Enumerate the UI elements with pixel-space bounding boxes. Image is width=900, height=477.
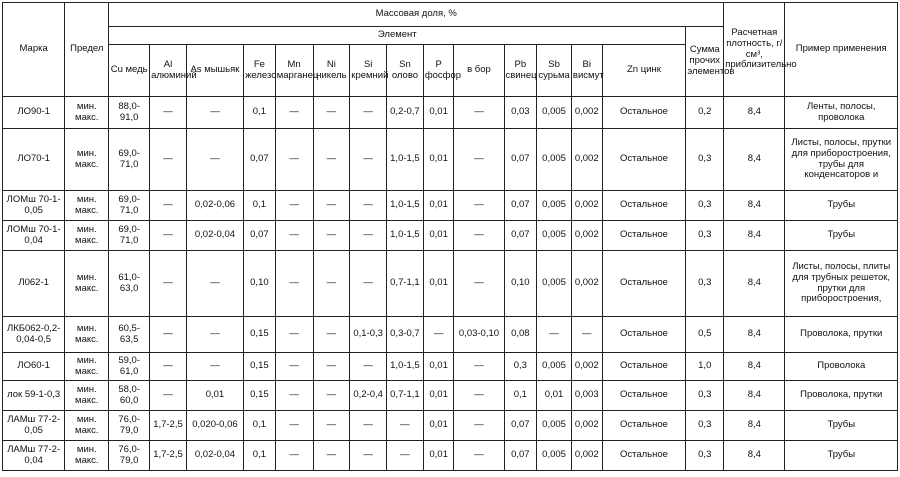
cell-sb: 0,005 xyxy=(537,353,572,381)
cell-ni: — xyxy=(313,97,350,129)
cell-sn: 0,3-0,7 xyxy=(387,317,424,353)
cell-limit: мин. макс. xyxy=(65,221,109,251)
cell-mn: — xyxy=(275,129,313,191)
header-element-cell: Bi висмут xyxy=(571,45,602,97)
cell-p: 0,01 xyxy=(423,251,454,317)
cell-mn: — xyxy=(275,381,313,411)
cell-si: — xyxy=(350,353,387,381)
cell-bi: 0,002 xyxy=(571,97,602,129)
cell-sn: — xyxy=(387,411,424,441)
cell-al: — xyxy=(150,191,187,221)
cell-si: — xyxy=(350,411,387,441)
cell-usage: Листы, полосы, прутки для приборостроения, трубы для конденсаторов и xyxy=(785,129,898,191)
cell-bi: — xyxy=(571,317,602,353)
cell-limit: мин. макс. xyxy=(65,129,109,191)
header-usage: Пример применения xyxy=(785,3,898,97)
cell-zn: Остальное xyxy=(602,411,686,441)
cell-sb: 0,01 xyxy=(537,381,572,411)
cell-ni: — xyxy=(313,191,350,221)
cell-p: 0,01 xyxy=(423,411,454,441)
header-element-cell: Ni никель xyxy=(313,45,350,97)
header-density: Расчетная плотность, г/см³, приблизительно xyxy=(724,3,785,97)
cell-usage: Проволока, прутки xyxy=(785,381,898,411)
cell-si: 0,2-0,4 xyxy=(350,381,387,411)
cell-si: 0,1-0,3 xyxy=(350,317,387,353)
cell-density: 8,4 xyxy=(724,353,785,381)
cell-b: — xyxy=(454,381,504,411)
cell-as: 0,01 xyxy=(186,381,243,411)
cell-p: 0,01 xyxy=(423,129,454,191)
cell-grade: ЛАМш 77-2-0,05 xyxy=(3,411,65,441)
cell-p: — xyxy=(423,317,454,353)
cell-pb: 0,07 xyxy=(504,129,537,191)
cell-as: 0,02-0,04 xyxy=(186,441,243,471)
cell-as: 0,020-0,06 xyxy=(186,411,243,441)
cell-cu: 76,0-79,0 xyxy=(109,441,150,471)
header-element-cell: Sn олово xyxy=(387,45,424,97)
cell-sb: 0,005 xyxy=(537,129,572,191)
header-element-cell: в бор xyxy=(454,45,504,97)
cell-pb: 0,10 xyxy=(504,251,537,317)
cell-sum: 0,3 xyxy=(686,221,724,251)
cell-si: — xyxy=(350,441,387,471)
cell-sn: 0,7-1,1 xyxy=(387,381,424,411)
header-sum-other: Сумма прочих элементов xyxy=(686,27,724,97)
cell-sum: 0,3 xyxy=(686,441,724,471)
cell-ni: — xyxy=(313,129,350,191)
cell-sum: 0,3 xyxy=(686,381,724,411)
cell-limit: мин. макс. xyxy=(65,441,109,471)
cell-b: — xyxy=(454,353,504,381)
cell-si: — xyxy=(350,97,387,129)
cell-fe: 0,07 xyxy=(244,129,276,191)
cell-limit: мин. макс. xyxy=(65,381,109,411)
cell-as: 0,02-0,04 xyxy=(186,221,243,251)
cell-usage: Трубы xyxy=(785,411,898,441)
cell-p: 0,01 xyxy=(423,441,454,471)
cell-sn: 1,0-1,5 xyxy=(387,353,424,381)
cell-pb: 0,07 xyxy=(504,441,537,471)
cell-mn: — xyxy=(275,441,313,471)
table-row xyxy=(3,251,898,317)
cell-al: — xyxy=(150,381,187,411)
cell-zn: Остальное xyxy=(602,191,686,221)
cell-fe: 0,10 xyxy=(244,251,276,317)
cell-cu: 60,5-63,5 xyxy=(109,317,150,353)
cell-zn: Остальное xyxy=(602,129,686,191)
cell-p: 0,01 xyxy=(423,221,454,251)
cell-pb: 0,3 xyxy=(504,353,537,381)
cell-fe: 0,1 xyxy=(244,191,276,221)
cell-sum: 0,3 xyxy=(686,191,724,221)
cell-sn: 1,0-1,5 xyxy=(387,129,424,191)
cell-zn: Остальное xyxy=(602,221,686,251)
cell-mn: — xyxy=(275,251,313,317)
cell-grade: ЛО90-1 xyxy=(3,97,65,129)
cell-bi: 0,002 xyxy=(571,221,602,251)
table-row xyxy=(3,129,898,191)
cell-sb: 0,005 xyxy=(537,97,572,129)
cell-ni: — xyxy=(313,221,350,251)
cell-zn: Остальное xyxy=(602,381,686,411)
cell-cu: 76,0-79,0 xyxy=(109,411,150,441)
cell-mn: — xyxy=(275,353,313,381)
cell-as: 0,02-0,06 xyxy=(186,191,243,221)
cell-si: — xyxy=(350,221,387,251)
cell-fe: 0,15 xyxy=(244,317,276,353)
cell-sn: 0,7-1,1 xyxy=(387,251,424,317)
header-element: Элемент xyxy=(109,27,686,45)
cell-al: 1,7-2,5 xyxy=(150,441,187,471)
cell-ni: — xyxy=(313,441,350,471)
header-element-cell: Pb свинец xyxy=(504,45,537,97)
header-element-cell: Fe железо xyxy=(244,45,276,97)
cell-limit: мин. макс. xyxy=(65,97,109,129)
cell-sum: 1,0 xyxy=(686,353,724,381)
cell-al: — xyxy=(150,317,187,353)
cell-density: 8,4 xyxy=(724,381,785,411)
cell-usage: Трубы xyxy=(785,441,898,471)
header-grade: Марка xyxy=(3,3,65,97)
cell-al: — xyxy=(150,251,187,317)
cell-cu: 88,0-91,0 xyxy=(109,97,150,129)
cell-fe: 0,07 xyxy=(244,221,276,251)
cell-cu: 69,0-71,0 xyxy=(109,129,150,191)
cell-density: 8,4 xyxy=(724,97,785,129)
cell-bi: 0,002 xyxy=(571,129,602,191)
header-element-cell: Al алюминий xyxy=(150,45,187,97)
cell-usage: Проволока xyxy=(785,353,898,381)
cell-fe: 0,1 xyxy=(244,411,276,441)
cell-sum: 0,3 xyxy=(686,129,724,191)
cell-mn: — xyxy=(275,221,313,251)
cell-p: 0,01 xyxy=(423,97,454,129)
cell-density: 8,4 xyxy=(724,191,785,221)
cell-cu: 69,0-71,0 xyxy=(109,221,150,251)
cell-usage: Листы, полосы, плиты для трубных решеток, прутки для приборостроения, xyxy=(785,251,898,317)
cell-usage: Ленты, полосы, проволока xyxy=(785,97,898,129)
cell-grade: Л062-1 xyxy=(3,251,65,317)
cell-bi: 0,002 xyxy=(571,251,602,317)
cell-limit: мин. макс. xyxy=(65,317,109,353)
cell-grade: ЛОМш 70-1-0,05 xyxy=(3,191,65,221)
cell-sb: 0,005 xyxy=(537,251,572,317)
cell-usage: Трубы xyxy=(785,221,898,251)
cell-grade: ЛОМш 70-1-0,04 xyxy=(3,221,65,251)
cell-cu: 69,0-71,0 xyxy=(109,191,150,221)
cell-ni: — xyxy=(313,411,350,441)
cell-sum: 0,5 xyxy=(686,317,724,353)
alloy-composition-table xyxy=(2,2,898,471)
cell-grade: лок 59-1-0,3 xyxy=(3,381,65,411)
cell-pb: 0,08 xyxy=(504,317,537,353)
cell-grade: ЛКБ062-0,2-0,04-0,5 xyxy=(3,317,65,353)
cell-zn: Остальное xyxy=(602,441,686,471)
cell-b: — xyxy=(454,97,504,129)
cell-ni: — xyxy=(313,381,350,411)
cell-density: 8,4 xyxy=(724,317,785,353)
cell-as: — xyxy=(186,353,243,381)
cell-ni: — xyxy=(313,317,350,353)
cell-limit: мин. макс. xyxy=(65,251,109,317)
cell-as: — xyxy=(186,97,243,129)
cell-al: 1,7-2,5 xyxy=(150,411,187,441)
cell-p: 0,01 xyxy=(423,381,454,411)
cell-cu: 58,0-60,0 xyxy=(109,381,150,411)
cell-as: — xyxy=(186,317,243,353)
cell-pb: 0,1 xyxy=(504,381,537,411)
cell-ni: — xyxy=(313,353,350,381)
cell-fe: 0,1 xyxy=(244,97,276,129)
cell-density: 8,4 xyxy=(724,251,785,317)
cell-bi: 0,002 xyxy=(571,191,602,221)
cell-al: — xyxy=(150,129,187,191)
cell-bi: 0,002 xyxy=(571,441,602,471)
header-element-cell: As мышьяк xyxy=(186,45,243,97)
cell-b: — xyxy=(454,129,504,191)
cell-mn: — xyxy=(275,411,313,441)
cell-fe: 0,15 xyxy=(244,353,276,381)
header-element-cell: Sb сурьма xyxy=(537,45,572,97)
cell-zn: Остальное xyxy=(602,353,686,381)
table-row xyxy=(3,97,898,129)
cell-sb: — xyxy=(537,317,572,353)
cell-cu: 61,0-63,0 xyxy=(109,251,150,317)
cell-b: — xyxy=(454,441,504,471)
cell-p: 0,01 xyxy=(423,353,454,381)
cell-sum: 0,3 xyxy=(686,411,724,441)
table-row xyxy=(3,221,898,251)
cell-sb: 0,005 xyxy=(537,411,572,441)
cell-sn: — xyxy=(387,441,424,471)
cell-sn: 1,0-1,5 xyxy=(387,191,424,221)
header-element-cell: Cu медь xyxy=(109,45,150,97)
cell-ni: — xyxy=(313,251,350,317)
cell-limit: мин. макс. xyxy=(65,411,109,441)
cell-al: — xyxy=(150,97,187,129)
cell-limit: мин. макс. xyxy=(65,353,109,381)
cell-grade: ЛО70-1 xyxy=(3,129,65,191)
cell-sb: 0,005 xyxy=(537,441,572,471)
cell-mn: — xyxy=(275,97,313,129)
cell-cu: 59,0-61,0 xyxy=(109,353,150,381)
header-mass-fraction: Массовая доля, % xyxy=(109,3,724,27)
cell-b: — xyxy=(454,191,504,221)
cell-sn: 0,2-0,7 xyxy=(387,97,424,129)
cell-si: — xyxy=(350,129,387,191)
cell-density: 8,4 xyxy=(724,441,785,471)
cell-b: — xyxy=(454,251,504,317)
table-row xyxy=(3,317,898,353)
cell-fe: 0,15 xyxy=(244,381,276,411)
cell-sum: 0,2 xyxy=(686,97,724,129)
header-element-cell: Zn цинк xyxy=(602,45,686,97)
cell-grade: ЛО60-1 xyxy=(3,353,65,381)
cell-density: 8,4 xyxy=(724,411,785,441)
cell-pb: 0,07 xyxy=(504,411,537,441)
cell-b: 0,03-0,10 xyxy=(454,317,504,353)
table-row xyxy=(3,191,898,221)
cell-limit: мин. макс. xyxy=(65,191,109,221)
cell-pb: 0,03 xyxy=(504,97,537,129)
table-row xyxy=(3,353,898,381)
cell-p: 0,01 xyxy=(423,191,454,221)
cell-sn: 1,0-1,5 xyxy=(387,221,424,251)
header-element-cell: P фосфор xyxy=(423,45,454,97)
cell-mn: — xyxy=(275,191,313,221)
cell-zn: Остальное xyxy=(602,251,686,317)
cell-density: 8,4 xyxy=(724,221,785,251)
cell-grade: ЛАМш 77-2-0,04 xyxy=(3,441,65,471)
cell-sb: 0,005 xyxy=(537,191,572,221)
cell-fe: 0,1 xyxy=(244,441,276,471)
cell-si: — xyxy=(350,191,387,221)
cell-as: — xyxy=(186,251,243,317)
cell-as: — xyxy=(186,129,243,191)
cell-al: — xyxy=(150,353,187,381)
cell-al: — xyxy=(150,221,187,251)
cell-pb: 0,07 xyxy=(504,191,537,221)
cell-bi: 0,002 xyxy=(571,353,602,381)
cell-pb: 0,07 xyxy=(504,221,537,251)
cell-zn: Остальное xyxy=(602,317,686,353)
cell-zn: Остальное xyxy=(602,97,686,129)
cell-density: 8,4 xyxy=(724,129,785,191)
cell-sum: 0,3 xyxy=(686,251,724,317)
cell-usage: Проволока, прутки xyxy=(785,317,898,353)
table-row xyxy=(3,381,898,411)
header-element-cell: Mn марганец xyxy=(275,45,313,97)
table-row xyxy=(3,441,898,471)
header-limit: Предел xyxy=(65,3,109,97)
cell-usage: Трубы xyxy=(785,191,898,221)
cell-bi: 0,003 xyxy=(571,381,602,411)
cell-b: — xyxy=(454,221,504,251)
cell-si: — xyxy=(350,251,387,317)
cell-b: — xyxy=(454,411,504,441)
header-element-cell: Si кремний xyxy=(350,45,387,97)
cell-mn: — xyxy=(275,317,313,353)
table-row xyxy=(3,411,898,441)
cell-sb: 0,005 xyxy=(537,221,572,251)
cell-bi: 0,002 xyxy=(571,411,602,441)
